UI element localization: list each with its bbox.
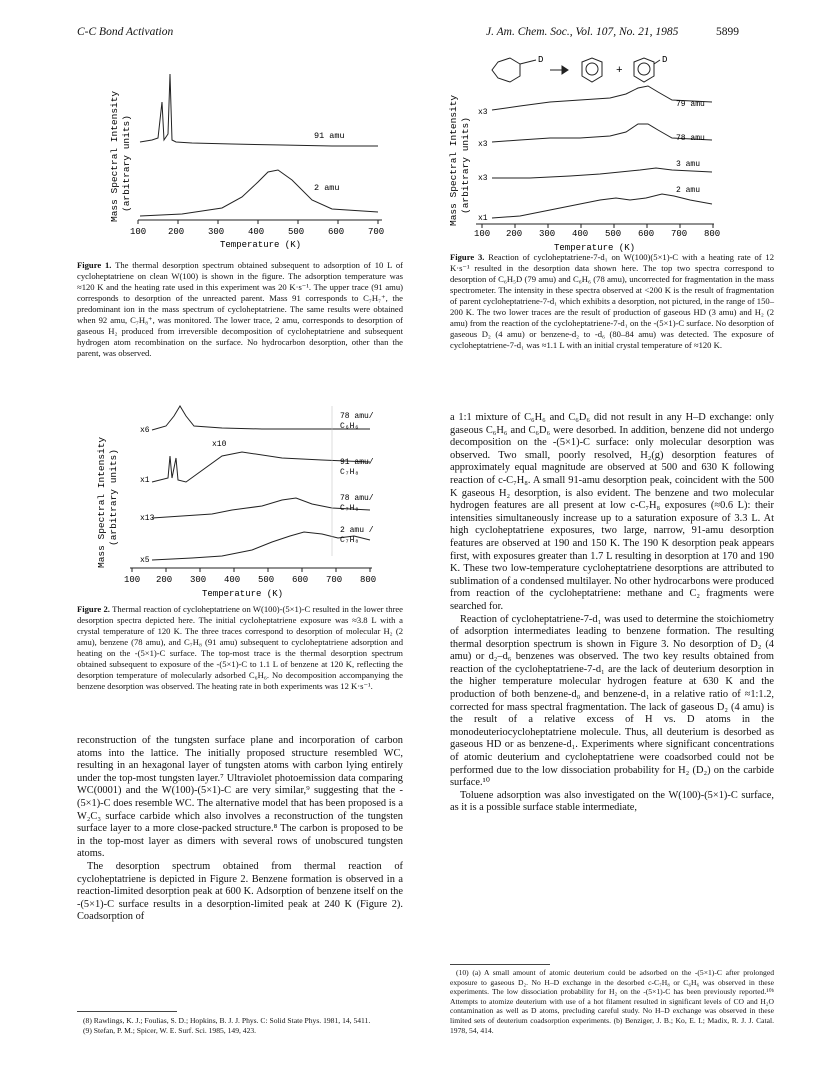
fig2-tick-label: 300 [190,575,207,585]
fig1-trace-label-91amu: 91 amu [314,131,345,141]
fig2-trace-label: 78 amu/ [340,412,374,421]
figure-1-caption [77,260,403,359]
fig2-trace-c7h8-2amu [152,532,370,560]
fig2-caption-label: Figure 2. [77,604,110,614]
fig2-trace-label: C₆H₆ [340,422,360,431]
fig3-xlabel: Temperature (K) [554,243,636,253]
fig1-caption-text: The thermal desorption spectrum obtained subsequent to adsorption of 10 L of cycloheptatriene on clean W(100) is shown in the figure. The adsorption temperature was ≈120 K and the heating rate used in this experiment was 20 K·s⁻¹. The upper trace (91 amu) corresponds to desorption of the unreacted parent. Mass 91 corresponds to C₇H₇⁺, the predominant ion in the mass spectrum of cycloheptatriene. The same results were obtained when 92 amu, C₇H₈⁺, was monitored. The lower trace, 2 amu, corresponds to desorption of gaseous H₂ produced from irreversible decomposition of cycloheptatriene and subsequent hydrogen atom recombination on the surface. No hydrocarbon desorption, other than the parent, was observed. [77,260,404,358]
fig1-tick-label: 600 [328,227,345,237]
fig2-multiplier: x1 [140,476,150,485]
fig2-tick-label: 700 [326,575,343,585]
fig3-caption-label: Figure 3. [450,252,485,262]
fig3-tick-label: 100 [474,229,491,239]
fig2-trace-label: 91 amu/ [340,458,374,467]
fig3-trace-label: 78 amu [676,134,705,143]
fig2-ylabel: Mass Spectral Intensity [96,436,107,568]
fig1-tick-label: 500 [288,227,305,237]
fig3-tick-label: 500 [605,229,622,239]
fig3-tick-label: 400 [572,229,589,239]
fig1-trace-label-2amu: 2 amu [314,183,340,193]
fig1-caption-label: Figure 1. [77,260,112,270]
fig2-caption-text: Thermal reaction of cycloheptatriene on W(100)-(5×1)-C resulted in the lower three desorption spectra depicted here. The initial cycloheptatriene exposure was ≈3.8 L with a crystal temperature of 120 K. The three traces correspond to desorption of molecular H₂ (2 amu), benzene (78 amu), and C₇H₈ (91 amu) subsequent to cycloheptatriene adsorption and heating on the -(5×1)-C surface. The top-most trace is the thermal desorption spectrum obtained subsequent to exposure of the -(5×1)-C to 1.1 L of benzene at 120 K, reflecting the desorption temperature of molecularly adsorbed C₆H₆. No decomposition accompanying the benzene desorption was observed. The heating rate in both experiments was 12 K·s⁻¹. [77,604,404,691]
figure-1-plot [82,62,412,258]
fig1-tick-label: 100 [130,227,147,237]
footnote: (9) Stefan, P. M.; Spicer, W. E. Surf. Sci. 1985, 149, 423. [83,1025,257,1035]
fig2-trace-label: 2 amu / [340,526,374,535]
fig2-multiplier: x5 [140,556,150,565]
fig3-scheme-plus: + [616,65,623,77]
fig1-ticks [138,220,378,224]
fig3-caption-text: Reaction of cycloheptatriene-7-d₁ on W(100)(5×1)-C with a heating rate of 12 K·s⁻¹ resulted in the desorption data shown here. The top two spectra correspond to desorption of C₆H₅D (79 amu) and C₆H₆ (78 amu), uncorrected for fragmentation in the mass spectrometer. The intensity in these spectra observed at <200 K is the result of fragmentation of parent cycloheptatriene-7-d₁ which exhibits a desorption, not pictured, in the range of 150–200 K. The two lower traces are the result of production of gaseous HD (3 amu) and H₂ (2 amu) from the reaction of the cycloheptatriene-7-d₁ on the -(5×1)-C surface. No desorption of gaseous D₂ (4 amu) or benzene-d₂ to -d₆ (80–84 amu) was detected. The exposure of cycloheptatriene-7-d₁ was ≈1.1 L with an initial crystal temperature of ≈120 K. [450,252,774,350]
fig3-multiplier: x1 [478,214,488,223]
fig2-trace-label: C₇H₈ [340,536,360,545]
fig3-multiplier: x3 [478,108,488,117]
fig1-xlabel: Temperature (K) [220,240,302,250]
figure-3-plot [450,54,750,254]
fig2-tick-label: 200 [156,575,173,585]
fig2-multiplier: x10 [212,440,227,449]
fig2-trace-benzene-78amu [152,406,370,430]
running-head-left: C-C Bond Activation [77,26,174,38]
fig1-ylabel-units: (arbitrary units) [121,115,132,212]
paragraph: The desorption spectrum obtained from thermal reaction of cycloheptatriene is depicted in Figure 2. Benzene formation is observed in a reaction-limited desorption peak at 600 K. Adsorption of benzene itself on the -(5×1)-C surface results in a desorption-limited peak at 240 K (Figure 2). Coadsorption of [77,860,403,923]
fig3-trace-label: 2 amu [676,186,701,195]
fig2-multiplier: x6 [140,426,150,435]
fig2-trace-c7h8-91amu [152,452,370,482]
fig2-tick-label: 400 [224,575,241,585]
fig3-multiplier: x3 [478,140,488,149]
fig1-trace-2amu [140,170,378,216]
fig3-tick-label: 200 [506,229,523,239]
fig2-trace-label: C₇H₈ [340,468,360,477]
fig3-multiplier: x3 [478,174,488,183]
footnote: (10) (a) A small amount of atomic deuterium could be adsorbed on the -(5×1)-C after prolonged exposure to gaseous D₂. No H–D exchange in the desorbed c-C₇H₈ or C₆H₆ was observed in these experiments. The low dissociation probability for H₂ on the -(5×1)-C has been previously reported.¹⁰ᵇ Attempts to atomize deuterium with use of a hot filament resulted in significant levels of CO and H₂O contamination as well as D atoms, precluding careful study. No H–D exchange was observed in these limited sets of deuterium coadsorption experiments. (b) Benziger, J. B.; Ko, E. I.; Madix, R. J. J. Catal. 1978, 54, 414. [450,968,774,1035]
fig2-tick-label: 600 [292,575,309,585]
footnote-rule [77,1011,177,1012]
fig3-reaction-scheme [492,58,660,82]
fig3-tick-label: 700 [671,229,688,239]
fig3-trace-label: 79 amu [676,100,705,109]
fig3-tick-label: 800 [704,229,721,239]
fig3-ylabel-units: (arbitrary units) [460,117,471,214]
fig2-trace-label: C₇H₈ [340,504,360,513]
footnote: (8) Rawlings, K. J.; Foulias, S. D.; Hopkins, B. J. J. Phys. C: Solid State Phys. 1981, 14, 5411. [83,1016,371,1025]
paragraph: a 1:1 mixture of C₆H₆ and C₆D₆ did not result in any H–D exchange: only gaseous C₆H₆ and C₆D₆ were desorbed. In addition, benzene did not undergo decomposition on the -(5×1)-C surface: only molecular desorption was observed. Two small, poorly resolved, H₂(g) desorption features of approximately equal magnitude are observed at 500 and 630 K following reaction of c-C₇H₈. A small 91-amu desorption peak, coincident with the 500 K gaseous H₂ desorption, is also evident. The benzene and two molecular hydrogen features are all present at low c-C₇H₈ exposures (≈0.6 L): their intensities simultaneously increase up to a saturation exposure of 3.3 L. At high cycloheptatriene exposures, two large, narrow, 91-amu desorption features are observed at 190 and 150 K. The 190 K desorption peak appears first, with exposures greater than 1.7 L resulting in desorption at 170 and 190 K. These two low-temperature cycloheptatriene desorptions are attributed to sublimation of a condensed multilayer. No other hydrocarbons were produced from reaction of the cycloheptatriene: methane and C₂ fragments were searched for. [450,412,774,612]
fig2-xlabel: Temperature (K) [202,589,284,599]
page-number: 5899 [716,26,739,38]
fig2-tick-label: 100 [124,575,141,585]
right-column-body [450,412,774,815]
figure-3-caption [450,252,774,351]
fig1-tick-label: 400 [248,227,265,237]
fig2-ylabel-units: (arbitrary units) [108,449,119,546]
fig2-trace-label: 78 amu/ [340,494,374,503]
fig2-multiplier: x13 [140,514,155,523]
fig3-trace-3amu [492,168,712,178]
fig1-ylabel: Mass Spectral Intensity [109,90,120,222]
fig3-tick-label: 600 [638,229,655,239]
left-footnotes [77,1016,403,1035]
fig2-tick-label: 500 [258,575,275,585]
fig1-tick-label: 700 [368,227,385,237]
fig3-scheme-deuterium: D [662,55,668,65]
fig3-scheme-deuterium: D [538,55,544,65]
right-footnotes [450,968,774,1035]
fig3-ylabel: Mass Spectral Intensity [448,94,459,226]
fig2-ticks [132,568,370,572]
fig2-tick-label: 800 [360,575,377,585]
running-head-journal: J. Am. Chem. Soc., Vol. 107, No. 21, 1985 [486,26,679,38]
fig1-tick-label: 200 [168,227,185,237]
figure-2-plot [82,396,412,606]
fig3-trace-label: 3 amu [676,160,701,169]
paragraph: Reaction of cycloheptatriene-7-d₁ was used to determine the stoichiometry of adsorption intermediates leading to benzene formation. The resulting thermal desorption spectrum is shown in Figure 3. No desorption of D₂ (4 amu) or d₂–d₆ benzenes was observed. The two key results obtained from reaction of the cycloheptatriene-7-d₁ are the lack of deuterium desorption in the higher temperature molecular hydrogen feature at 630 K and the production of both benzene-d₀ and benzene-d₁ in a relative ratio of ≈1:1.2, corrected for mass spectral fragmentation. The lack of gaseous D₂ (4 amu) is the result of a relative excess of H vs. D atoms in the monodeuteriocycloheptatriene molecule. Thus, all deuterium is desorbed as gaseous HD or as benzene-d₁. Experiments where significant concentrations of atomic deuterium and cycloheptatriene were coadsorbed could not be performed due to the low dissociation probability for H₂ (D₂) on the carbide surface.¹⁰ [450,613,774,789]
left-column-body [77,735,403,924]
paragraph: Toluene adsorption was also investigated on the W(100)-(5×1)-C surface, as it is a possible surface stable intermediate, [450,789,774,814]
fig3-trace-2amu [492,194,712,218]
paragraph: reconstruction of the tungsten surface plane and incorporation of carbon atoms into the lattice. The initially proposed structure resembled WC, resulting in an hexagonal layer of tungsten atoms with carbon lying entirely under the top-most tungsten layer.⁷ Ultraviolet photoemission data comparing WC(0001) and the W(100)-(5×1)-C are very similar,⁹ suggesting that the -(5×1)-C does resemble WC. The alternative model that has been proposed is a W₂C₃ surface carbide which also involves a reconstruction of the tungsten surface layer to a more close-packed structure.⁸ The carbon is proposed to be in the top-most layer as dimers with several rows of unobscured tungsten atoms. [77,735,403,860]
fig3-ticks [482,224,713,228]
fig2-trace-c7h8-78amu [152,498,370,518]
figure-2-caption [77,604,403,692]
fig1-tick-label: 300 [208,227,225,237]
fig3-tick-label: 300 [539,229,556,239]
footnote-rule [450,964,550,965]
